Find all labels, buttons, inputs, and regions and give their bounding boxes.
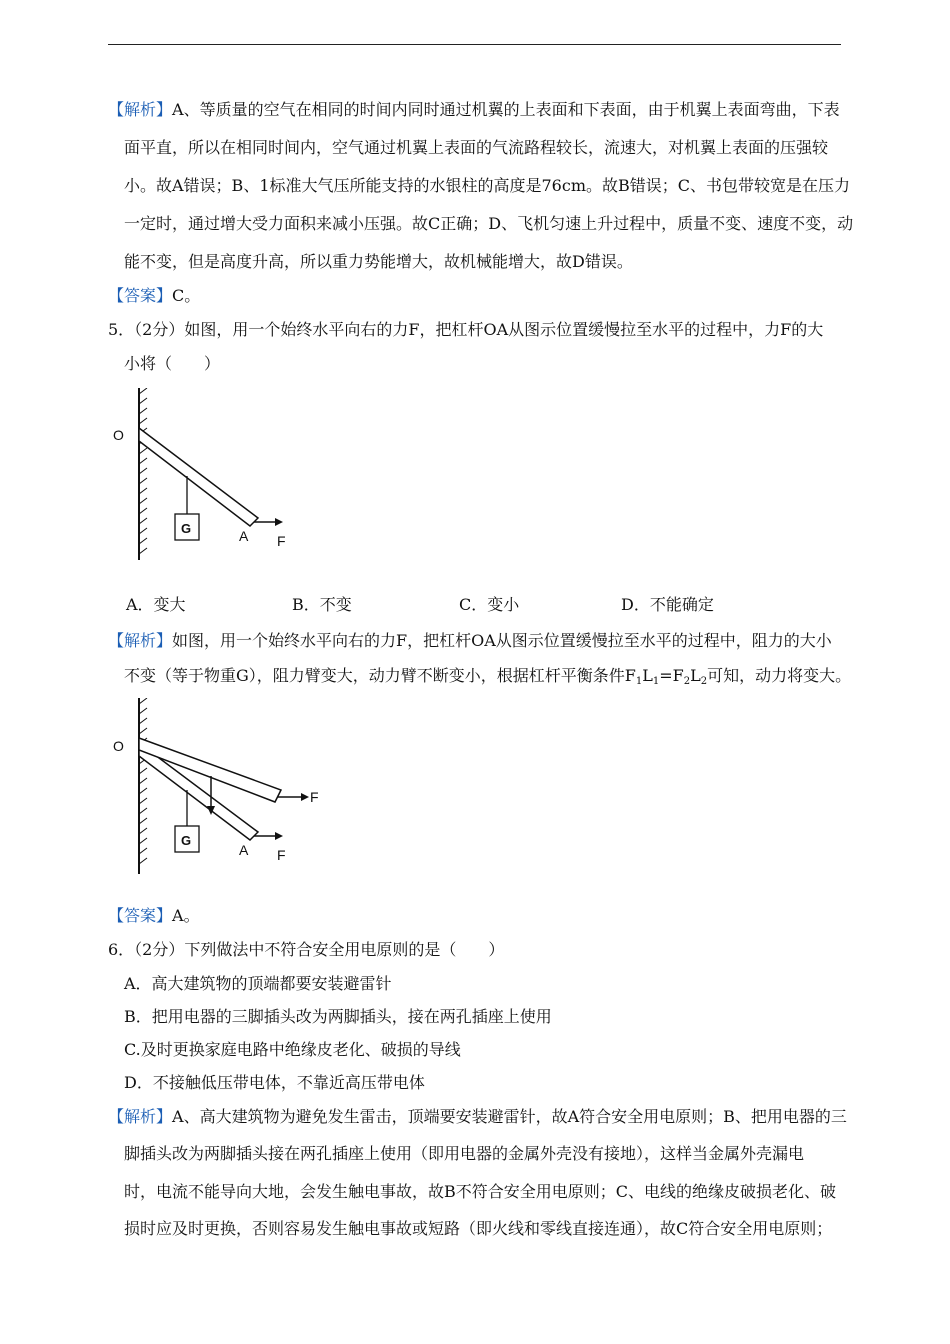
q4-analysis-line-4: 一定时，通过增大受力面积来减小压强。故C正确；D、飞机匀速上升过程中，质量不变、速度不变，动 <box>124 214 854 233</box>
q4-analysis-line-3: 小。故A错误；B、1标准大气压所能支持的水银柱的高度是76cm。故B错误；C、书包带较宽是在压力 <box>124 176 850 195</box>
answer-tag: 【答案】 <box>108 286 173 305</box>
label-o: O <box>113 738 124 754</box>
q4-analysis-line-2: 面平直，所以在相同时间内，空气通过机翼上表面的气流路程较长，流速大，对机翼上表面的压强较 <box>124 138 829 157</box>
q6-option-d[interactable]: D．不接触低压带电体，不靠近高压带电体 <box>124 1073 425 1092</box>
label-f-bottom: F <box>277 847 286 863</box>
label-a: A <box>239 528 249 544</box>
q6-analysis-line-1: 【解析】A、高大建筑物为避免发生雷击，顶端要安装避雷针，故A符合安全用电原则；B、把用电器的三 <box>108 1107 847 1126</box>
label-f: F <box>277 533 286 549</box>
q6-analysis-line-4: 损时应及时更换，否则容易发生触电事故或短路（即火线和零线直接连通），故C符合安全用电原则； <box>124 1219 833 1238</box>
q6-analysis-line-2: 脚插头改为两脚插头接在两孔插座上使用（即用电器的金属外壳没有接地），这样当金属外壳漏电 <box>124 1144 805 1163</box>
label-g: G <box>181 833 192 848</box>
q5-option-d[interactable]: D．不能确定 <box>621 595 714 614</box>
header-rule <box>108 44 841 45</box>
analysis-tag: 【解析】 <box>108 1107 173 1126</box>
label-g: G <box>181 521 192 536</box>
lever-bar <box>139 428 258 526</box>
q6-analysis-line-3: 时，电流不能导向大地，会发生触电事故，故B不符合安全用电原则；C、电线的绝缘皮破损老化、破 <box>124 1182 837 1201</box>
q5-answer: 【答案】A。 <box>108 906 200 925</box>
q5-stem-line-1: 5．（2分）如图，用一个始终水平向右的力F，把杠杆OA从图示位置缓慢拉至水平的过程中，力F的大 <box>108 320 824 339</box>
q6-stem: 6．（2分）下列做法中不符合安全用电原则的是（ ） <box>108 940 505 959</box>
analysis-tag: 【解析】 <box>108 631 173 650</box>
lever-figure-2 <box>105 698 330 876</box>
q5-option-b[interactable]: B．不变 <box>292 595 352 614</box>
q5-option-c[interactable]: C．变小 <box>459 595 520 614</box>
q4-answer: 【答案】C。 <box>108 286 201 305</box>
q4-analysis-line-1: 【解析】A、等质量的空气在相同的时间内同时通过机翼的上表面和下表面，由于机翼上表面弯曲，下表 <box>108 100 840 119</box>
q6-option-b[interactable]: B．把用电器的三脚插头改为两脚插头，接在两孔插座上使用 <box>124 1007 552 1026</box>
q6-option-c[interactable]: C.及时更换家庭电路中绝缘皮老化、破损的导线 <box>124 1040 461 1059</box>
q4-analysis-line-5: 能不变，但是高度升高，所以重力势能增大，故机械能增大，故D错误。 <box>124 252 633 271</box>
q5-stem-line-2: 小将（ ） <box>124 354 221 373</box>
label-f-top: F <box>310 789 319 805</box>
q5-analysis-line-1: 【解析】如图，用一个始终水平向右的力F，把杠杆OA从图示位置缓慢拉至水平的过程中，阻力的大小 <box>108 631 832 650</box>
analysis-tag: 【解析】 <box>108 100 173 119</box>
answer-tag: 【答案】 <box>108 906 173 925</box>
label-o: O <box>113 427 124 443</box>
q5-analysis-line-2: 不变（等于物重G），阻力臂变大，动力臂不断变小，根据杠杆平衡条件$F_1L_1=F_2L_2$可知，动力将变大。 <box>124 666 852 687</box>
q6-option-a[interactable]: A．高大建筑物的顶端都要安装避雷针 <box>124 974 392 993</box>
lever-figure-1 <box>105 388 305 560</box>
q5-option-a[interactable]: A．变大 <box>126 595 186 614</box>
label-a: A <box>239 842 249 858</box>
